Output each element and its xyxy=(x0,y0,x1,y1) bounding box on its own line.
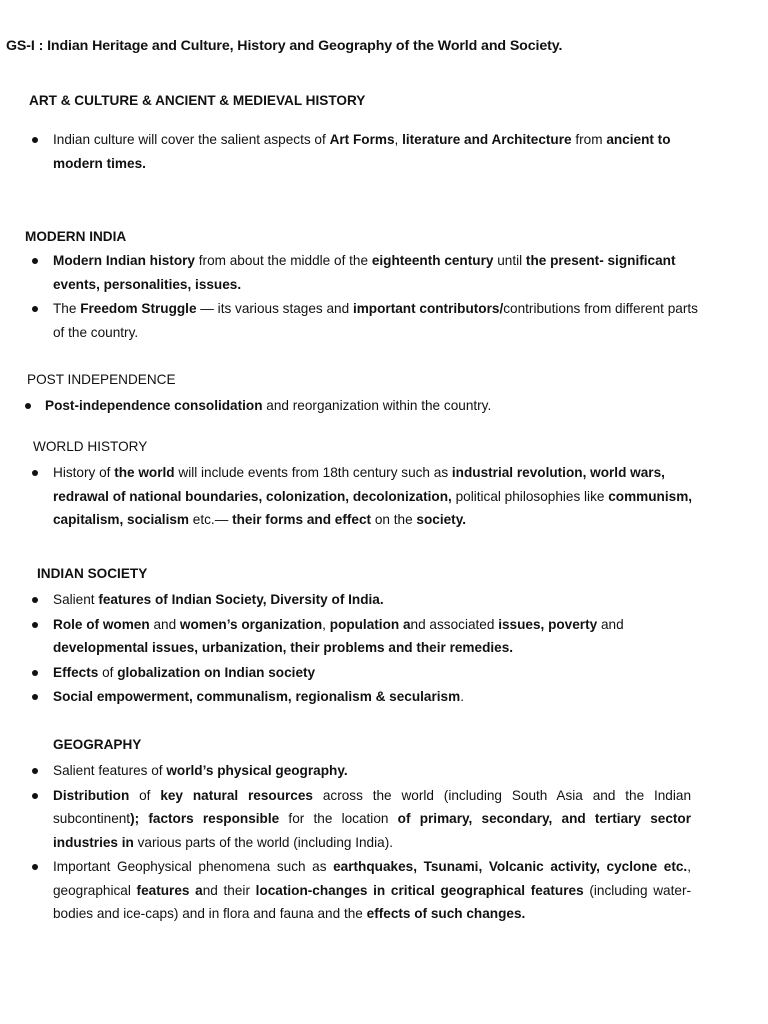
list-item xyxy=(53,855,691,926)
heading-geography: GEOGRAPHY xyxy=(53,737,142,752)
text-run: world’s physical geography. xyxy=(166,763,348,778)
text-run: nd their xyxy=(202,882,256,898)
list-item xyxy=(53,297,703,344)
text-run: Salient features of xyxy=(53,763,167,778)
list-item xyxy=(53,784,691,855)
text-run: location-changes in critical geographical features xyxy=(255,882,584,898)
text-run: important contributors/ xyxy=(352,301,504,316)
text-run: the present- significant events, personalities, issues. xyxy=(53,253,676,292)
heading-modern-india: MODERN INDIA xyxy=(25,229,127,244)
text-run: and xyxy=(597,616,624,632)
text-run: society. xyxy=(416,512,467,527)
list-indian-society xyxy=(53,588,703,710)
text-run: The xyxy=(53,301,81,316)
text-run: nd associated xyxy=(410,616,499,632)
text-run: and reorganization within the country. xyxy=(262,398,492,413)
text-run: History of xyxy=(53,465,115,480)
heading-post-independence: POST INDEPENDENCE xyxy=(27,372,176,387)
text-run: literature and Architecture xyxy=(402,132,572,147)
heading-art-culture: ART & CULTURE & ANCIENT & MEDIEVAL HISTORY xyxy=(29,93,366,108)
text-run: Salient xyxy=(53,592,99,607)
list-item xyxy=(53,613,703,660)
text-run: Modern Indian history xyxy=(53,253,195,268)
text-run: Effects xyxy=(53,664,99,680)
list-art-culture xyxy=(53,128,703,176)
text-run: , geographical xyxy=(53,859,691,898)
text-run: Post-independence consolidation xyxy=(45,398,263,413)
text-run: their forms and effect xyxy=(232,512,372,527)
text-run: eighteenth century xyxy=(371,253,494,268)
text-run: will include events from 18th century such as xyxy=(174,465,452,480)
text-run: key natural resources xyxy=(160,787,313,803)
list-world-history xyxy=(53,461,703,533)
text-run: of xyxy=(129,787,161,803)
heading-world-history: WORLD HISTORY xyxy=(33,439,148,454)
list-modern-india xyxy=(53,249,703,345)
text-run: etc.— xyxy=(189,512,233,527)
text-run: Important Geophysical phenomena such as xyxy=(53,859,334,874)
text-run: communism, capitalism, socialism xyxy=(53,488,693,527)
text-run: from about the middle of the xyxy=(194,253,372,268)
text-run: Social empowerment, communalism, regionalism & secularism xyxy=(53,689,461,704)
text-run: issues, poverty xyxy=(498,616,598,632)
list-item xyxy=(53,249,703,296)
text-run: across the world (including South Asia and the Indian subcontinent xyxy=(53,787,692,826)
text-run: contributions from different parts of the country. xyxy=(53,301,698,340)
text-run: on the xyxy=(371,512,417,527)
text-run: from xyxy=(571,132,607,147)
text-run: features of Indian Society, Diversity of India. xyxy=(98,592,384,607)
text-run: globalization on Indian society xyxy=(117,664,316,680)
text-run: developmental issues, urbanization, their problems and their remedies. xyxy=(53,640,514,655)
text-run: and xyxy=(149,616,180,632)
text-run: Freedom Struggle xyxy=(80,301,197,316)
list-geography xyxy=(53,759,691,927)
text-run: (including water-bodies and ice-caps) and in flora and fauna and the xyxy=(53,882,692,921)
text-run: of xyxy=(98,664,118,680)
text-run: political philosophies like xyxy=(451,488,609,504)
page-title: GS-I : Indian Heritage and Culture, History and Geography of the World and Society. xyxy=(6,38,563,54)
text-run: Role of women xyxy=(53,616,150,632)
text-run: earthquakes, Tsunami, Volcanic activity, cyclone etc. xyxy=(333,859,688,874)
list-item xyxy=(53,759,691,783)
text-run: , xyxy=(322,616,330,632)
list-item xyxy=(53,661,703,685)
text-run: industrial revolution, world wars, redrawal of national boundaries, colonization, decolonization, xyxy=(53,465,665,504)
list-item xyxy=(45,394,695,418)
text-run: Distribution xyxy=(53,787,130,803)
text-run: various parts of the world (including India). xyxy=(133,834,393,850)
text-run: Art Forms xyxy=(329,132,395,147)
text-run: effects of such changes. xyxy=(366,906,526,921)
heading-indian-society: INDIAN SOCIETY xyxy=(37,566,148,581)
text-run: until xyxy=(493,253,526,268)
text-run: . xyxy=(460,689,464,704)
list-item xyxy=(53,461,703,532)
list-item xyxy=(53,588,703,612)
text-run: for the location xyxy=(279,811,398,826)
text-run: features a xyxy=(136,882,203,898)
text-run: , xyxy=(394,132,403,147)
text-run: women’s organization xyxy=(179,616,323,632)
text-run: — its various stages and xyxy=(196,301,353,316)
list-item xyxy=(53,128,703,175)
text-run: Indian culture will cover the salient aspects of xyxy=(53,132,330,147)
text-run: ancient to modern times. xyxy=(53,132,671,171)
text-run: ); factors responsible xyxy=(130,811,280,826)
text-run: population a xyxy=(329,616,411,632)
text-run: the world xyxy=(114,465,175,480)
text-run: of primary, secondary, and tertiary sector industries in xyxy=(53,811,691,850)
list-item xyxy=(53,685,703,709)
list-post-independence xyxy=(45,394,695,419)
